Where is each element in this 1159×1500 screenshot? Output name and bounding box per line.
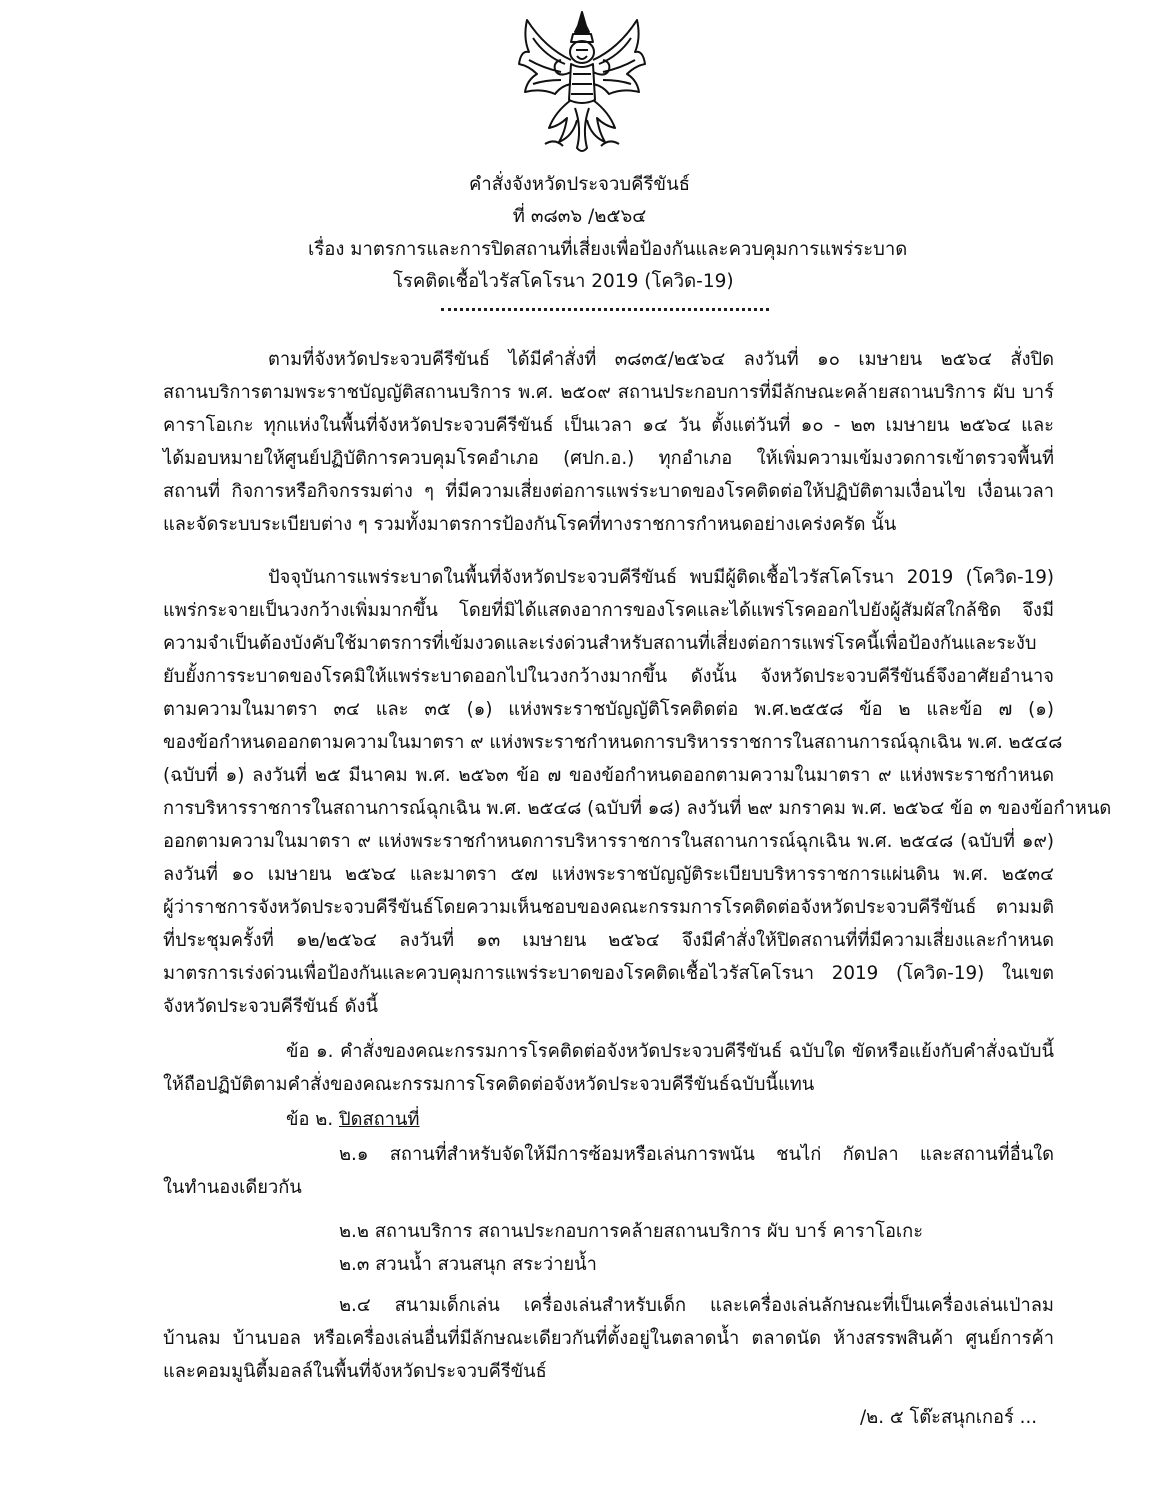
paragraph-2-line: ที่ประชุมครั้งที่ ๑๒/๒๕๖๔ ลงวันที่ ๑๓ เมษายน ๒๕๖๔ จึงมีคำสั่งให้ปิดสถานที่ที่มีความเสี่ยงและกำหนด: [163, 930, 1054, 951]
order-number: ที่ ๓๘๓๖ /๒๕๖๔: [512, 206, 647, 227]
subject-line-1: เรื่อง มาตรการและการปิดสถานที่เสี่ยงเพื่อป้องกันและควบคุมการแพร่ระบาด: [308, 239, 908, 260]
subject-line-2: โรคติดเชื้อไวรัสโคโรนา 2019 (โควิด-19): [393, 271, 734, 292]
paragraph-2-line: ลงวันที่ ๑๐ เมษายน ๒๕๖๔ และมาตรา ๕๗ แห่งพระราชบัญญัติระเบียบบริหารราชการแผ่นดิน พ.ศ. ๒๕๓๔: [163, 864, 1054, 885]
paragraph-2-line: (ฉบับที่ ๑) ลงวันที่ ๒๕ มีนาคม พ.ศ. ๒๕๖๓ ข้อ ๗ ของข้อกำหนดออกตามความในมาตรา ๙ แห่งพระราชกำหนด: [163, 765, 1054, 786]
item-2-prefix: ข้อ ๒.: [286, 1109, 339, 1130]
paragraph-2-line: มาตรการเร่งด่วนเพื่อป้องกันและควบคุมการแพร่ระบาดของโรคติดเชื้อไวรัสโคโรนา 2019 (โควิด-19) ในเขต: [163, 963, 1054, 984]
item-1-line: ให้ถือปฏิบัติตามคำสั่งของคณะกรรมการโรคติดต่อจังหวัดประจวบคีรีขันธ์ฉบับนี้แทน: [163, 1074, 815, 1095]
paragraph-2-line: ปัจจุบันการแพร่ระบาดในพื้นที่จังหวัดประจวบคีรีขันธ์ พบมีผู้ติดเชื้อไวรัสโคโรนา 2019 (โควิด-19): [268, 567, 1054, 588]
paragraph-2-line: ตามความในมาตรา ๓๔ และ ๓๕ (๑) แห่งพระราชบัญญัติโรคติดต่อ พ.ศ.๒๕๕๘ ข้อ ๒ และข้อ ๗ (๑): [163, 699, 1054, 720]
dotted-divider: [441, 308, 769, 311]
garuda-emblem: [515, 8, 650, 156]
paragraph-2-line: แพร่กระจายเป็นวงกว้างเพิ่มมากขึ้น โดยที่มิได้แสดงอาการของโรคและได้แพร่โรคออกไปยังผู้สัมผัสใกล้ชิด จึงมี: [163, 600, 1054, 621]
paragraph-2-line: ความจำเป็นต้องบังคับใช้มาตรการที่เข้มงวดและเร่งด่วนสำหรับสถานที่เสี่ยงต่อการแพร่โรคนี้เพื่อป้องกันและระงับ: [163, 633, 1037, 654]
sub-item-2-4-line: บ้านลม บ้านบอล หรือเครื่องเล่นอื่นที่มีลักษณะเดียวกันที่ตั้งอยู่ในตลาดน้ำ ตลาดนัด ห้างสรรพสินค้า ศูนย์การค้า: [163, 1328, 1054, 1349]
paragraph-1-line: และจัดระบบระเบียบต่าง ๆ รวมทั้งมาตรการป้องกันโรคที่ทางราชการกำหนดอย่างเคร่งครัด นั้น: [163, 514, 897, 535]
paragraph-2-line: ยับยั้งการระบาดของโรคมิให้แพร่ระบาดออกไปในวงกว้างมากขึ้น ดังนั้น จังหวัดประจวบคีรีขันธ์จึงอาศัยอำนาจ: [163, 666, 1054, 687]
sub-item-2-2: ๒.๒ สถานบริการ สถานประกอบการคล้ายสถานบริการ ผับ บาร์ คาราโอเกะ: [339, 1221, 924, 1242]
paragraph-2-line: การบริหารราชการในสถานการณ์ฉุกเฉิน พ.ศ. ๒๕๔๘ (ฉบับที่ ๑๘) ลงวันที่ ๒๙ มกราคม พ.ศ. ๒๕๖๔ ข้อ ๓ ของข้อกำหนด: [163, 798, 1112, 819]
item-2-title: ปิดสถานที่: [338, 1109, 420, 1130]
paragraph-1-line: คาราโอเกะ ทุกแห่งในพื้นที่จังหวัดประจวบคีรีขันธ์ เป็นเวลา ๑๔ วัน ตั้งแต่วันที่ ๑๐ - ๒๓ เมษายน ๒๕๖๔ และ: [163, 415, 1054, 436]
paragraph-1-line: สถานบริการตามพระราชบัญญัติสถานบริการ พ.ศ. ๒๕๐๙ สถานประกอบการที่มีลักษณะคล้ายสถานบริการ ผับ บาร์: [163, 382, 1054, 403]
paragraph-1-line: สถานที่ กิจการหรือกิจกรรมต่าง ๆ ที่มีความเสี่ยงต่อการแพร่ระบาดของโรคติดต่อให้ปฏิบัติตามเงื่อนไข เงื่อนเวลา: [163, 481, 1054, 502]
sub-item-2-4-line: และคอมมูนิตี้มอลล์ในพื้นที่จังหวัดประจวบคีรีขันธ์: [163, 1361, 547, 1382]
item-2-heading: [286, 1106, 420, 1134]
sub-item-2-1-line: ๒.๑ สถานที่สำหรับจัดให้มีการซ้อมหรือเล่นการพนัน ชนไก่ กัดปลา และสถานที่อื่นใด: [339, 1144, 1054, 1165]
paragraph-1-line: ได้มอบหมายให้ศูนย์ปฏิบัติการควบคุมโรคอำเภอ (ศปก.อ.) ทุกอำเภอ ให้เพิ่มความเข้มงวดการเข้าตรวจพื้นที่: [163, 448, 1054, 469]
sub-item-2-1-line: ในทำนองเดียวกัน: [163, 1177, 302, 1198]
sub-item-2-3: ๒.๓ สวนน้ำ สวนสนุก สระว่ายน้ำ: [339, 1254, 597, 1275]
item-1-line: ข้อ ๑. คำสั่งของคณะกรรมการโรคติดต่อจังหวัดประจวบคีรีขันธ์ ฉบับใด ขัดหรือแย้งกับคำสั่งฉบับนี้: [286, 1041, 1054, 1062]
paragraph-1-line: ตามที่จังหวัดประจวบคีรีขันธ์ ได้มีคำสั่งที่ ๓๘๓๕/๒๕๖๔ ลงวันที่ ๑๐ เมษายน ๒๕๖๔ สั่งปิด: [268, 349, 1054, 370]
sub-item-2-4-line: ๒.๔ สนามเด็กเล่น เครื่องเล่นสำหรับเด็ก และเครื่องเล่นลักษณะที่เป็นเครื่องเล่นเป่าลม: [339, 1295, 1054, 1316]
paragraph-2-line: ของข้อกำหนดออกตามความในมาตรา ๙ แห่งพระราชกำหนดการบริหารราชการในสถานการณ์ฉุกเฉิน พ.ศ. ๒๕๔๘: [163, 732, 1063, 753]
paragraph-2-line: ออกตามความในมาตรา ๙ แห่งพระราชกำหนดการบริหารราชการในสถานการณ์ฉุกเฉิน พ.ศ. ๒๕๔๘ (ฉบับที่ ๑๙): [163, 831, 1054, 852]
paragraph-2-line: จังหวัดประจวบคีรีขันธ์ ดังนี้: [163, 996, 378, 1017]
paragraph-2-line: ผู้ว่าราชการจังหวัดประจวบคีรีขันธ์โดยความเห็นชอบของคณะกรรมการโรคติดต่อจังหวัดประจวบคีรีขันธ์ ตามมติ: [163, 897, 1054, 918]
continuation-note: /๒. ๕ โต๊ะสนุกเกอร์ ...: [860, 1407, 1038, 1428]
order-title: คำสั่งจังหวัดประจวบคีรีขันธ์: [468, 174, 691, 195]
